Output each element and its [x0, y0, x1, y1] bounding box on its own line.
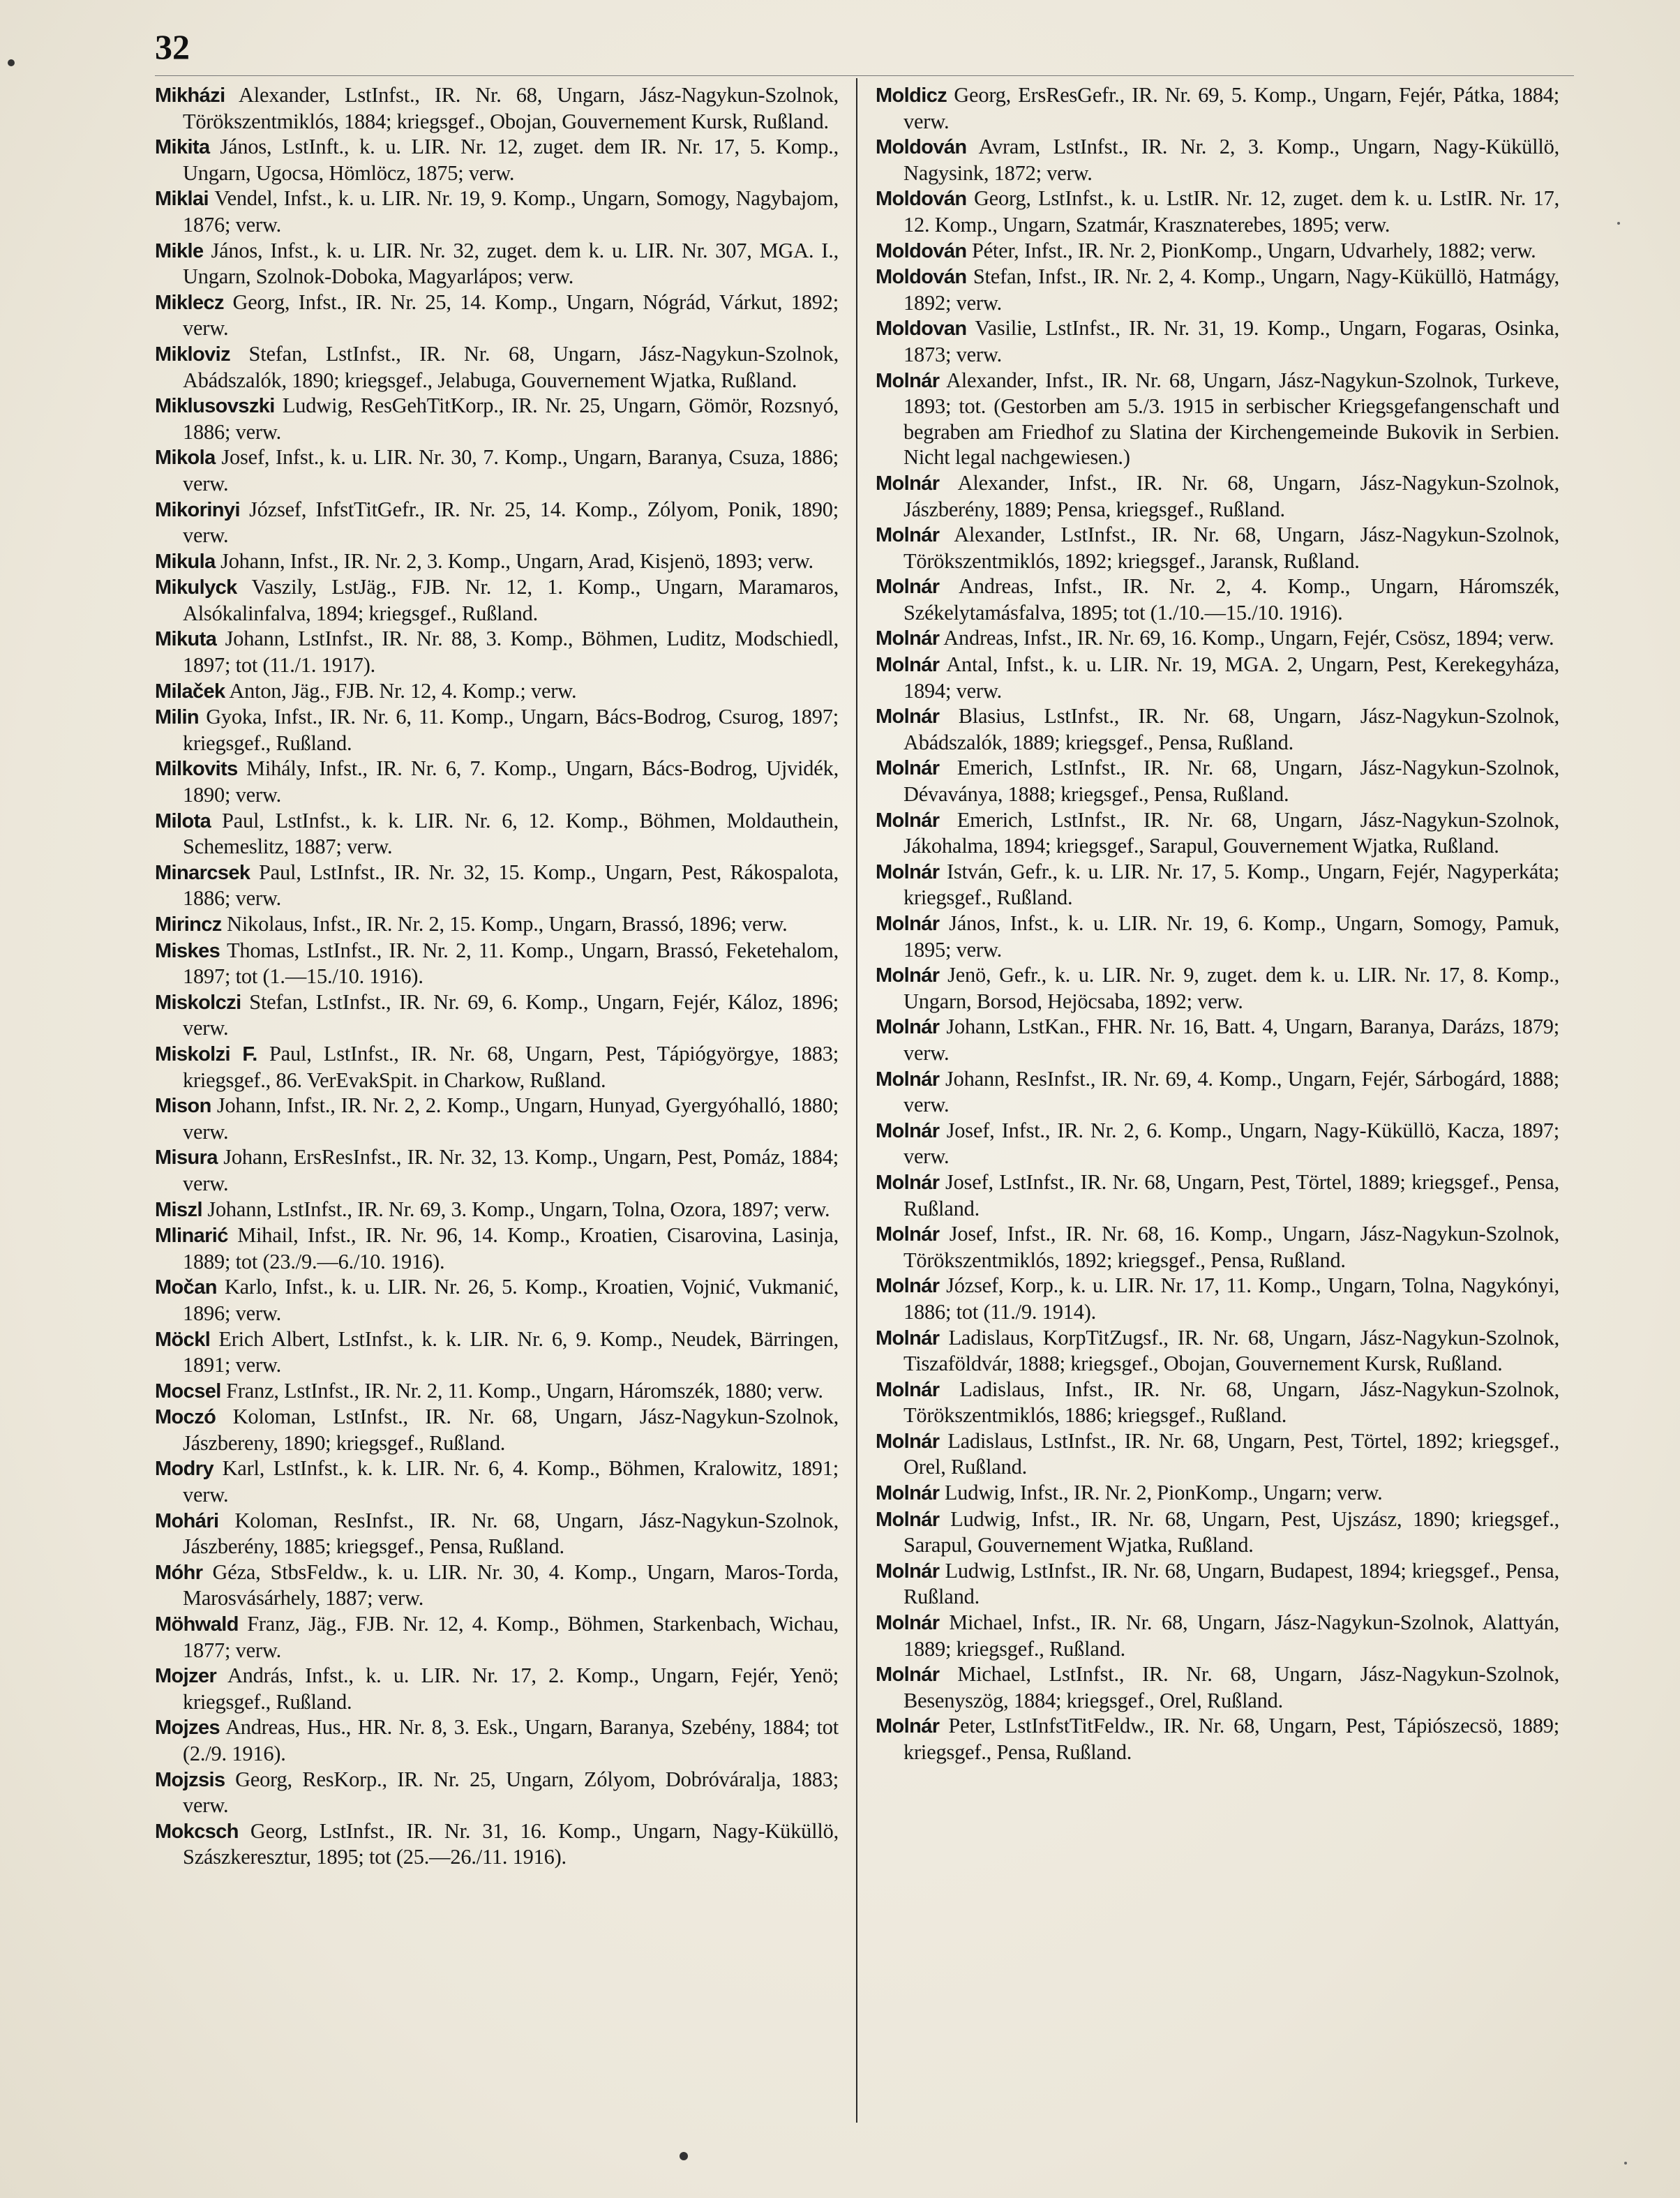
register-entry — [876, 755, 1559, 807]
register-entry — [876, 82, 1559, 134]
entry-surname: Molnár — [876, 1482, 940, 1505]
entry-details: Ladislaus, Infst., IR. Nr. 68, Ungarn, Jász-Nagykun-Szolnok, Törökszentmiklós, 1886; kriegsgef., Rußland. — [903, 1377, 1559, 1428]
register-entry — [876, 1118, 1559, 1169]
entry-details: Johann, LstKan., FHR. Nr. 16, Batt. 4, Ungarn, Baranya, Darázs, 1879; verw. — [903, 1015, 1559, 1065]
entry-details: Vasilie, LstInfst., IR. Nr. 31, 19. Komp., Ungarn, Fogaras, Osinka, 1873; verw. — [903, 316, 1559, 366]
entry-details: Ludwig, Infst., IR. Nr. 68, Ungarn, Pest, Ujszász, 1890; kriegsgef., Sarapul, Gouvernement Wjatka, Rußland. — [903, 1507, 1559, 1557]
entry-details: Karl, LstInfst., k. k. LIR. Nr. 6, 4. Komp., Böhmen, Kralowitz, 1891; verw. — [183, 1456, 839, 1507]
register-entry — [155, 1223, 839, 1274]
entry-details: Alexander, Infst., IR. Nr. 68, Ungarn, Jász-Nagykun-Szolnok, Turkeve, 1893; tot. (Gestorben am 5./3. 1915 in serbischer Kriegsgefangenschaft und begraben am Friedhof zu Slatina der Kirchengemeinde Bukovik in Serbien. Nicht legal nachgewiesen.) — [903, 368, 1559, 470]
entry-details: Emerich, LstInfst., IR. Nr. 68, Ungarn, Jász-Nagykun-Szolnok, Dévaványa, 1888; kriegsgef., Pensa, Rußland. — [903, 756, 1559, 807]
entry-surname: Milkovits — [155, 758, 238, 781]
register-entry — [876, 1221, 1559, 1273]
entry-details: Michael, LstInfst., IR. Nr. 68, Ungarn, Jász-Nagykun-Szolnok, Besenyszög, 1884; kriegsgef., Orel, Rußland. — [903, 1662, 1559, 1712]
entry-details: Avram, LstInfst., IR. Nr. 2, 3. Komp., Ungarn, Nagy-Küküllö, Nagysink, 1872; verw. — [903, 135, 1559, 185]
entry-surname: Mohári — [155, 1509, 219, 1532]
register-entry — [155, 989, 839, 1041]
entry-details: Johann, Infst., IR. Nr. 2, 2. Komp., Ungarn, Hunyad, Gyergyóhalló, 1880; verw. — [183, 1093, 839, 1144]
entry-details: Johann, ResInfst., IR. Nr. 69, 4. Komp., Ungarn, Fejér, Sárbogárd, 1888; verw. — [903, 1066, 1559, 1117]
register-entry — [876, 315, 1559, 367]
entry-details: Stefan, Infst., IR. Nr. 2, 4. Komp., Ungarn, Nagy-Küküllö, Hatmágy, 1892; verw. — [903, 264, 1559, 315]
entry-surname: Moldicz — [876, 84, 947, 107]
entry-details: Alexander, LstInfst., IR. Nr. 68, Ungarn, Jász-Nagykun-Szolnok, Törökszentmiklós, 1892; kriegsgef., Jaransk, Rußland. — [903, 523, 1559, 573]
register-entry — [876, 1066, 1559, 1118]
register-entry — [155, 1663, 839, 1714]
register-entry — [155, 1456, 839, 1507]
entry-details: Georg, ResKorp., IR. Nr. 25, Ungarn, Zólyom, Dobróváralja, 1883; verw. — [183, 1767, 839, 1818]
register-entry — [155, 1274, 839, 1326]
entry-surname: Molnár — [876, 757, 940, 780]
entry-surname: Molnár — [876, 1378, 940, 1401]
entry-details: Peter, LstInfstTitFeldw., IR. Nr. 68, Ungarn, Pest, Tápiószecsö, 1889; kriegsgef., Pensa, Rußland. — [903, 1714, 1559, 1764]
entry-surname: Molnár — [876, 576, 940, 599]
register-entry — [876, 470, 1559, 522]
entry-details: Georg, ErsResGefr., IR. Nr. 69, 5. Komp., Ungarn, Fejér, Pátka, 1884; verw. — [903, 83, 1559, 133]
register-entry — [155, 574, 839, 626]
entry-surname: Miskolzi F. — [155, 1042, 257, 1066]
entry-details: Johann, LstInfst., IR. Nr. 88, 3. Komp., Böhmen, Luditz, Modschiedl, 1897; tot (11./1. 1917). — [183, 627, 839, 678]
entry-surname: Močan — [155, 1276, 217, 1299]
entry-surname: Molnár — [876, 860, 940, 883]
entry-details: Anton, Jäg., FJB. Nr. 12, 4. Komp.; verw. — [229, 678, 577, 703]
register-entry — [155, 1041, 839, 1093]
register-entry — [155, 444, 839, 496]
entry-surname: Milaček — [155, 680, 225, 703]
speck — [8, 59, 15, 66]
register-entry — [155, 1404, 839, 1456]
entry-surname: Milin — [155, 706, 200, 729]
register-entry — [155, 393, 839, 444]
register-entry — [155, 1560, 839, 1611]
entry-surname: Mikola — [155, 447, 216, 470]
entry-surname: Molnár — [876, 1560, 940, 1583]
register-entry — [155, 1767, 839, 1818]
entry-surname: Molnár — [876, 1508, 940, 1531]
entry-details: Nikolaus, Infst., IR. Nr. 2, 15. Komp., Ungarn, Brassó, 1896; verw. — [227, 912, 788, 936]
register-entry — [876, 1713, 1559, 1765]
column-divider — [856, 78, 857, 2123]
entry-details: Gyoka, Infst., IR. Nr. 6, 11. Komp., Ungarn, Bács-Bodrog, Csurog, 1897; kriegsgef., Rußland. — [183, 705, 839, 755]
entry-surname: Molnár — [876, 369, 940, 392]
register-entry — [876, 574, 1559, 625]
entry-details: János, LstInft., k. u. LIR. Nr. 12, zuget. dem IR. Nr. 17, 5. Komp., Ungarn, Ugocsa, Hömlöcz, 1875; verw. — [183, 135, 839, 185]
entry-surname: Molnár — [876, 654, 940, 677]
entry-surname: Moldován — [876, 239, 967, 262]
register-entry — [876, 911, 1559, 962]
register-entry — [155, 756, 839, 807]
entry-details: József, InfstTitGefr., IR. Nr. 25, 14. Komp., Zólyom, Ponik, 1890; verw. — [183, 497, 839, 548]
entry-surname: Miklai — [155, 188, 209, 211]
register-entry — [876, 1377, 1559, 1428]
entry-details: János, Infst., k. u. LIR. Nr. 32, zuget. dem k. u. LIR. Nr. 307, MGA. I., Ungarn, Szolnok-Doboka, Magyarlápos; verw. — [183, 238, 839, 289]
entry-details: Josef, Infst., IR. Nr. 2, 6. Komp., Ungarn, Nagy-Küküllö, Kacza, 1897; verw. — [903, 1118, 1559, 1169]
register-entry — [155, 238, 839, 290]
entry-surname: Miszl — [155, 1198, 202, 1221]
entry-details: Thomas, LstInfst., IR. Nr. 2, 11. Komp., Ungarn, Brassó, Feketehalom, 1897; tot (1.—15./10. 1916). — [183, 938, 839, 989]
register-entry — [155, 704, 839, 756]
entry-details: Paul, LstInfst., IR. Nr. 32, 15. Komp., Ungarn, Pest, Rákospalota, 1886; verw. — [183, 860, 839, 911]
speck — [1624, 2162, 1627, 2165]
entry-surname: Molnár — [876, 1664, 940, 1687]
entry-details: Josef, LstInfst., IR. Nr. 68, Ungarn, Pest, Törtel, 1889; kriegsgef., Pensa, Rußland. — [903, 1169, 1559, 1220]
entry-details: Mihály, Infst., IR. Nr. 6, 7. Komp., Ungarn, Bács-Bodrog, Ujvidék, 1890; verw. — [183, 756, 839, 807]
register-entry — [155, 1508, 839, 1560]
entry-surname: Molnár — [876, 1119, 940, 1142]
entry-surname: Molnár — [876, 1171, 940, 1194]
entry-details: Paul, LstInfst., IR. Nr. 68, Ungarn, Pest, Tápiógyörgye, 1883; kriegsgef., 86. VerEvakSpit. in Charkow, Rußland. — [183, 1041, 839, 1092]
register-entry — [155, 1093, 839, 1144]
entry-details: Johann, LstInfst., IR. Nr. 69, 3. Komp., Ungarn, Tolna, Ozora, 1897; verw. — [207, 1197, 830, 1221]
entry-surname: Molnár — [876, 1430, 940, 1453]
entry-surname: Mikorinyi — [155, 498, 240, 521]
entry-details: Koloman, ResInfst., IR. Nr. 68, Ungarn, Jász-Nagykun-Szolnok, Jászberény, 1885; kriegsgef., Pensa, Rußland. — [183, 1508, 839, 1559]
entry-details: Andreas, Infst., IR. Nr. 2, 4. Komp., Ungarn, Háromszék, Székelytamásfalva, 1895; tot (1./10.—15./10. 1916). — [903, 574, 1559, 625]
entry-surname: Mison — [155, 1095, 211, 1118]
entry-surname: Molnár — [876, 1016, 940, 1039]
entry-details: István, Gefr., k. u. LIR. Nr. 17, 5. Komp., Ungarn, Fejér, Nagyperkáta; kriegsgef., Rußland. — [903, 859, 1559, 910]
register-entry — [876, 859, 1559, 911]
entry-surname: Molnár — [876, 705, 940, 728]
register-entry — [155, 341, 839, 393]
entry-details: Péter, Infst., IR. Nr. 2, PionKomp., Ungarn, Udvarhely, 1882; verw. — [971, 238, 1536, 262]
register-entry — [155, 626, 839, 678]
entry-surname: Molnár — [876, 964, 940, 987]
register-entry — [876, 1480, 1559, 1507]
entry-details: Vendel, Infst., k. u. LIR. Nr. 19, 9. Komp., Ungarn, Somogy, Nagybajom, 1876; verw. — [183, 186, 839, 237]
register-entry — [155, 497, 839, 548]
entry-surname: Molnár — [876, 809, 940, 832]
entry-details: Andreas, Infst., IR. Nr. 69, 16. Komp., Ungarn, Fejér, Csösz, 1894; verw. — [943, 626, 1554, 650]
entry-surname: Molnár — [876, 1068, 940, 1091]
entry-surname: Mikházi — [155, 84, 225, 107]
register-entry — [876, 1507, 1559, 1558]
register-entry — [155, 911, 839, 938]
register-entry — [876, 1661, 1559, 1713]
entry-surname: Modry — [155, 1458, 214, 1481]
entry-surname: Molnár — [876, 524, 940, 547]
entry-surname: Molnár — [876, 1715, 940, 1738]
speck — [1617, 222, 1620, 225]
entry-surname: Mojzsis — [155, 1768, 225, 1791]
register-entry — [155, 82, 839, 134]
register-entry — [876, 1610, 1559, 1661]
entry-surname: Minarcsek — [155, 861, 250, 884]
entry-surname: Moczó — [155, 1406, 216, 1429]
entry-surname: Molnár — [876, 1612, 940, 1635]
entry-details: Georg, Infst., IR. Nr. 25, 14. Komp., Ungarn, Nógrád, Várkut, 1892; verw. — [183, 290, 839, 341]
register-entry — [876, 1325, 1559, 1377]
register-entry — [155, 1611, 839, 1663]
entry-surname: Miklusovszki — [155, 395, 275, 418]
entry-details: Ladislaus, LstInfst., IR. Nr. 68, Ungarn, Pest, Törtel, 1892; kriegsgef., Orel, Rußland. — [903, 1428, 1559, 1479]
register-entry — [155, 678, 839, 705]
entry-details: Paul, LstInfst., k. k. LIR. Nr. 6, 12. Komp., Böhmen, Moldauthein, Schemeslitz, 1887; verw. — [183, 808, 839, 859]
entry-details: Géza, StbsFeldw., k. u. LIR. Nr. 30, 4. Komp., Ungarn, Maros-Torda, Marosvásárhely, 1887; verw. — [183, 1560, 839, 1610]
entry-details: Jenö, Gefr., k. u. LIR. Nr. 9, zuget. dem k. u. LIR. Nr. 17, 8. Komp., Ungarn, Borsod, Hejöcsaba, 1892; verw. — [903, 963, 1559, 1013]
register-entry — [155, 1326, 839, 1378]
entry-surname: Mlinarić — [155, 1225, 228, 1248]
entry-details: Mihail, Infst., IR. Nr. 96, 14. Komp., Kroatien, Cisarovina, Lasinja, 1889; tot (23./9.—6./10. 1916). — [183, 1223, 839, 1273]
register-entry — [155, 548, 839, 575]
entry-surname: Mikita — [155, 136, 210, 159]
entry-details: Georg, LstInfst., k. u. LstIR. Nr. 12, zuget. dem k. u. LstIR. Nr. 17, 12. Komp., Ungarn, Szatmár, Krasznaterebes, 1895; verw. — [903, 186, 1559, 237]
entry-details: Stefan, LstInfst., IR. Nr. 68, Ungarn, Jász-Nagykun-Szolnok, Abádszalók, 1890; kriegsgef., Jelabuga, Gouvernement Wjatka, Rußland. — [183, 341, 839, 392]
register-entry — [876, 703, 1559, 755]
entry-surname: Miklecz — [155, 291, 224, 314]
entry-details: Ladislaus, KorpTitZugsf., IR. Nr. 68, Ungarn, Jász-Nagykun-Szolnok, Tiszaföldvár, 1888; kriegsgef., Obojan, Gouvernement Kursk, Rußland. — [903, 1325, 1559, 1376]
entry-details: Ludwig, LstInfst., IR. Nr. 68, Ungarn, Budapest, 1894; kriegsgef., Pensa, Rußland. — [903, 1558, 1559, 1609]
register-entry — [876, 238, 1559, 264]
entry-surname: Moldován — [876, 136, 967, 159]
register-entry — [155, 860, 839, 911]
entry-surname: Molnár — [876, 1223, 940, 1246]
entry-details: Stefan, LstInfst., IR. Nr. 69, 6. Komp., Ungarn, Fejér, Káloz, 1896; verw. — [183, 989, 839, 1040]
entry-surname: Möckl — [155, 1328, 211, 1351]
entry-details: Erich Albert, LstInfst., k. k. LIR. Nr. 6, 9. Komp., Neudek, Bärringen, 1891; verw. — [183, 1326, 839, 1377]
entry-details: Blasius, LstInfst., IR. Nr. 68, Ungarn, Jász-Nagykun-Szolnok, Abádszalók, 1889; kriegsgef., Pensa, Rußland. — [903, 704, 1559, 754]
register-entry — [876, 652, 1559, 703]
entry-surname: Möhwald — [155, 1613, 239, 1636]
entry-surname: Moldován — [876, 266, 967, 289]
entry-details: Koloman, LstInfst., IR. Nr. 68, Ungarn, Jász-Nagykun-Szolnok, Jászbereny, 1890; kriegsgef., Rußland. — [183, 1405, 839, 1455]
entry-surname: Miskes — [155, 939, 220, 962]
entry-surname: Móhr — [155, 1561, 203, 1584]
register-entry — [876, 1169, 1559, 1221]
entry-details: Michael, Infst., IR. Nr. 68, Ungarn, Jász-Nagykun-Szolnok, Alattyán, 1889; kriegsgef., Rußland. — [903, 1610, 1560, 1661]
register-entry — [876, 807, 1559, 859]
entry-details: Alexander, LstInfst., IR. Nr. 68, Ungarn, Jász-Nagykun-Szolnok, Törökszentmiklós, 1884; kriegsgef., Obojan, Gouvernement Kursk, Rußland. — [183, 83, 839, 133]
entry-surname: Milota — [155, 809, 211, 832]
entry-details: Antal, Infst., k. u. LIR. Nr. 19, MGA. 2, Ungarn, Pest, Kerekegyháza, 1894; verw. — [903, 652, 1559, 703]
register-entry — [876, 134, 1559, 186]
register-entry — [155, 938, 839, 989]
entry-surname: Molnár — [876, 627, 940, 650]
right-column — [876, 82, 1559, 1765]
register-entry — [155, 1714, 839, 1766]
register-entry — [155, 1144, 839, 1196]
entry-details: Franz, Jäg., FJB. Nr. 12, 4. Komp., Böhmen, Starkenbach, Wichau, 1877; verw. — [183, 1612, 839, 1662]
entry-surname: Miskolczi — [155, 991, 241, 1014]
entry-details: Alexander, Infst., IR. Nr. 68, Ungarn, Jász-Nagykun-Szolnok, Jászberény, 1889; Pensa, kriegsgef., Rußland. — [903, 470, 1559, 521]
register-entry — [876, 625, 1559, 652]
entry-surname: Molnár — [876, 913, 940, 935]
register-entry — [876, 1273, 1559, 1324]
header-rule — [155, 75, 1574, 76]
entry-details: Andreas, Hus., HR. Nr. 8, 3. Esk., Ungarn, Baranya, Szebény, 1884; tot (2./9. 1916). — [183, 1715, 839, 1765]
entry-details: Ludwig, Infst., IR. Nr. 2, PionKomp., Ungarn; verw. — [944, 1481, 1383, 1505]
entry-surname: Moldovan — [876, 317, 967, 341]
entry-details: Georg, LstInfst., IR. Nr. 31, 16. Komp., Ungarn, Nagy-Küküllö, Szászkeresztur, 1895; tot (25.—26./11. 1916). — [183, 1818, 839, 1869]
register-entry — [876, 1428, 1559, 1480]
register-entry — [155, 1818, 839, 1870]
entry-surname: Mikle — [155, 239, 204, 262]
register-entry — [876, 1014, 1559, 1066]
entry-details: Vaszily, LstJäg., FJB. Nr. 12, 1. Komp., Ungarn, Maramaros, Alsókalinfalva, 1894; kriegsgef., Rußland. — [183, 575, 839, 625]
entry-details: Johann, ErsResInfst., IR. Nr. 32, 13. Komp., Ungarn, Pest, Pomáz, 1884; verw. — [183, 1145, 839, 1195]
entry-details: Emerich, LstInfst., IR. Nr. 68, Ungarn, Jász-Nagykun-Szolnok, Jákohalma, 1894; kriegsgef., Sarapul, Gouvernement Wjatka, Rußland. — [903, 807, 1559, 858]
entry-surname: Mikula — [155, 550, 216, 573]
entry-surname: Mikulyck — [155, 576, 237, 599]
entry-surname: Molnár — [876, 1326, 940, 1350]
register-entry — [155, 808, 839, 860]
register-entry — [876, 264, 1559, 315]
entry-surname: Moldován — [876, 188, 967, 211]
register-entry — [876, 1558, 1559, 1610]
entry-details: Franz, LstInfst., IR. Nr. 2, 11. Komp., Ungarn, Háromszék, 1880; verw. — [226, 1378, 823, 1403]
register-entry — [876, 962, 1559, 1014]
entry-surname: Mikuta — [155, 628, 217, 651]
entry-surname: Molnár — [876, 1275, 940, 1298]
register-entry — [155, 1378, 839, 1405]
register-entry — [155, 290, 839, 341]
register-entry — [155, 1197, 839, 1223]
entry-details: János, Infst., k. u. LIR. Nr. 19, 6. Komp., Ungarn, Somogy, Pamuk, 1895; verw. — [903, 911, 1559, 962]
entry-surname: Molnár — [876, 472, 940, 495]
entry-details: József, Korp., k. u. LIR. Nr. 17, 11. Komp., Ungarn, Tolna, Nagykónyi, 1886; tot (11./9. 1914). — [903, 1273, 1559, 1324]
entry-surname: Mikloviz — [155, 343, 230, 366]
register-entry — [876, 186, 1559, 237]
register-entry — [155, 186, 839, 237]
entry-details: Karlo, Infst., k. u. LIR. Nr. 26, 5. Komp., Kroatien, Vojnić, Vukmanić, 1896; verw. — [183, 1275, 839, 1325]
entry-details: Ludwig, ResGehTitKorp., IR. Nr. 25, Ungarn, Gömör, Rozsnyó, 1886; verw. — [183, 394, 839, 444]
entry-details: Johann, Infst., IR. Nr. 2, 3. Komp., Ungarn, Arad, Kisjenö, 1893; verw. — [220, 548, 813, 573]
entry-surname: Misura — [155, 1146, 218, 1169]
entry-surname: Mojzer — [155, 1665, 217, 1688]
page-number: 32 — [155, 27, 190, 66]
speck — [680, 2152, 688, 2160]
entry-surname: Mokcsch — [155, 1820, 239, 1843]
entry-details: Josef, Infst., k. u. LIR. Nr. 30, 7. Komp., Ungarn, Baranya, Csuza, 1886; verw. — [183, 445, 839, 495]
register-entry — [876, 368, 1559, 470]
entry-details: András, Infst., k. u. LIR. Nr. 17, 2. Komp., Ungarn, Fejér, Yenö; kriegsgef., Rußland. — [183, 1664, 839, 1714]
entry-details: Josef, Infst., IR. Nr. 68, 16. Komp., Ungarn, Jász-Nagykun-Szolnok, Törökszentmiklós, 1892; kriegsgef., Pensa, Rußland. — [903, 1222, 1560, 1272]
entry-surname: Mojzes — [155, 1717, 220, 1740]
entry-surname: Mirincz — [155, 913, 222, 936]
register-entry — [876, 522, 1559, 574]
left-column — [155, 82, 839, 1870]
register-entry — [155, 134, 839, 186]
entry-surname: Mocsel — [155, 1380, 221, 1403]
